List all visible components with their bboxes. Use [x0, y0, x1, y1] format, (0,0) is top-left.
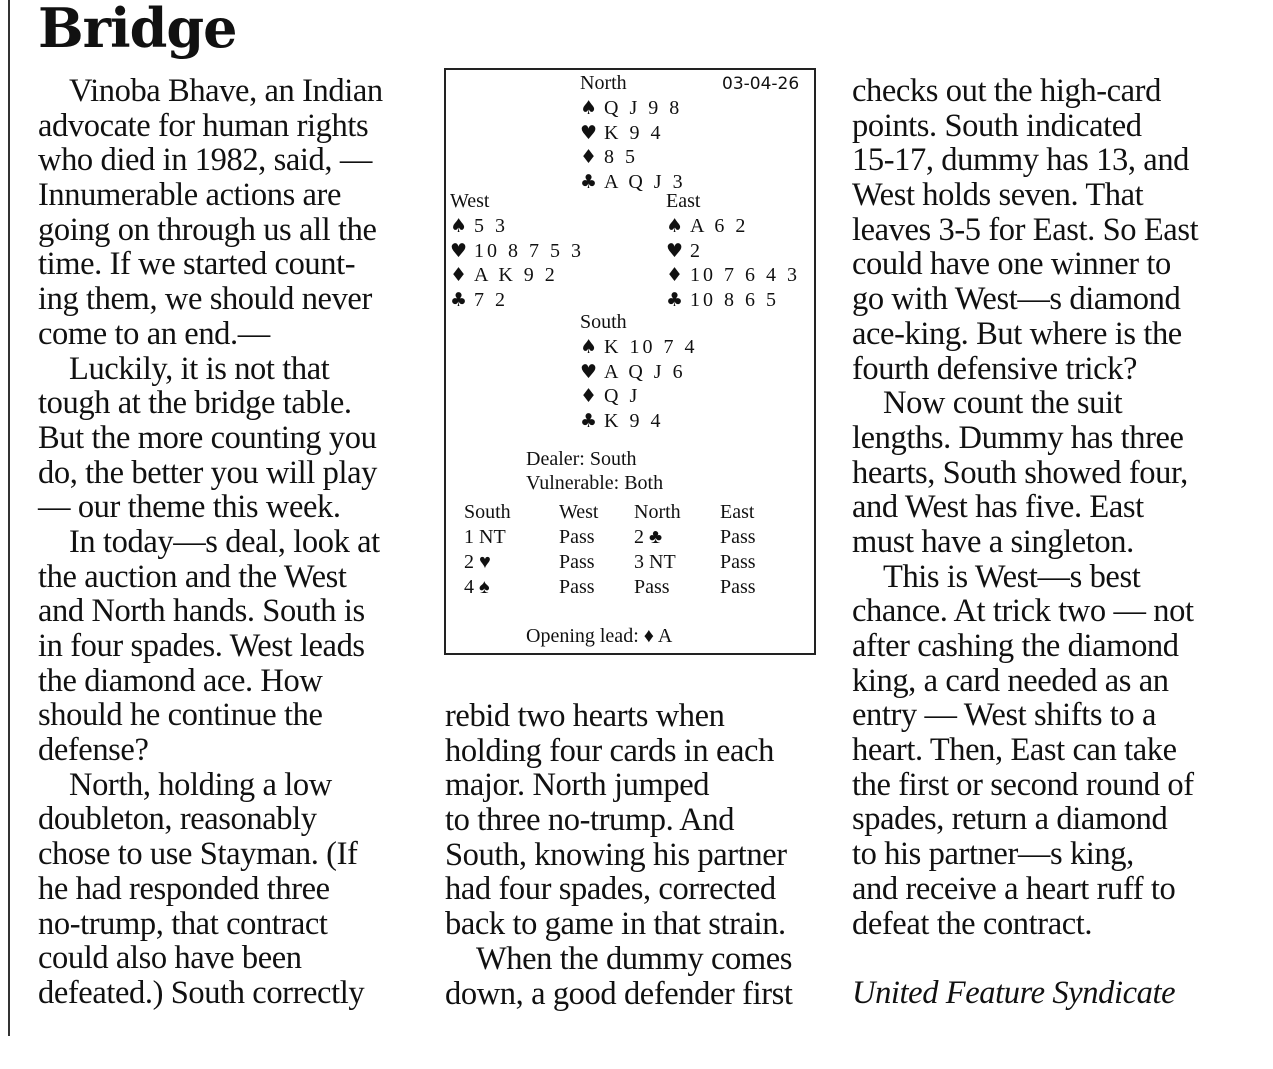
auction-bid: 1 NT [464, 526, 506, 548]
article-line: come to an end.— [38, 315, 270, 352]
article-line: heart. Then, East can take [852, 732, 1177, 769]
east-clubs-cards: 10 8 6 5 [690, 288, 779, 311]
syndicate-credit: United Feature Syndicate [852, 974, 1176, 1011]
east-label: East [666, 190, 701, 212]
auction-bid: 3 NT [634, 551, 676, 573]
north-hearts-row [580, 121, 663, 145]
article-line: fourth defensive trick? [852, 350, 1137, 387]
auction-bid: Pass [634, 576, 670, 598]
spade-icon: ♠ [450, 215, 468, 237]
article-line: Innumerable actions are [38, 177, 342, 214]
east-hearts-row [666, 239, 703, 263]
article-line: But the more counting you [38, 419, 377, 456]
club-icon: ♣ [666, 288, 684, 311]
article-column-3 [852, 74, 1242, 1011]
article-line: — our theme this week. [38, 489, 341, 526]
auction-bid: 2 ♣ [634, 526, 663, 548]
west-spades-row [450, 214, 508, 238]
south-spades-row [580, 335, 697, 359]
auction-bid: Pass [559, 576, 595, 598]
north-hearts-cards: K 9 4 [604, 121, 664, 144]
article-line: West holds seven. That [852, 177, 1144, 214]
article-line: When the dummy comes [476, 940, 793, 977]
spade-icon: ♠ [580, 336, 598, 358]
article-line: North, holding a low [69, 766, 332, 803]
auction-header: West [559, 501, 599, 523]
article-line: defeated.) South correctly [38, 974, 365, 1011]
north-diamonds-cards: 8 5 [604, 146, 638, 169]
north-diamonds-row [580, 145, 638, 169]
article-line: to his partner—s king, [852, 836, 1134, 873]
article-line: he had responded three [38, 870, 330, 907]
article-line: rebid two hearts when [445, 698, 725, 734]
article-line: should he continue the [38, 697, 323, 734]
west-hearts-row [450, 239, 584, 263]
article-line: holding four cards in each [445, 732, 774, 769]
east-hearts-cards: 2 [690, 239, 703, 262]
article-line: advocate for human rights [38, 107, 369, 144]
north-spades-cards: Q J 9 8 [604, 97, 683, 119]
article-line: tough at the bridge table. [38, 385, 352, 422]
article-line: could have one winner to [852, 246, 1171, 283]
article-line: checks out the high-card [852, 73, 1161, 109]
spade-icon: ♠ [580, 97, 598, 119]
article-line: going on through us all the [38, 211, 377, 248]
article-line: and North hands. South is [38, 593, 365, 630]
article-line: ing them, we should never [38, 281, 372, 318]
article-line: must have a singleton. [852, 523, 1134, 560]
west-label: West [450, 190, 490, 212]
article-line: entry — West shifts to a [852, 697, 1157, 734]
article-line: the first or second round of [852, 766, 1194, 803]
west-clubs-row [450, 288, 508, 312]
article-line: king, a card needed as an [852, 662, 1169, 699]
auction-bid: Pass [559, 551, 595, 573]
south-hearts-cards: A Q J 6 [604, 360, 686, 383]
west-hearts-cards: 10 8 7 5 3 [474, 239, 584, 262]
page-title: Bridge [38, 0, 237, 60]
club-icon: ♣ [580, 170, 598, 193]
article-line: defeat the contract. [852, 905, 1093, 942]
auction-header: North [634, 501, 681, 523]
article-line: do, the better you will play [38, 454, 378, 491]
article-line: and West has five. East [852, 489, 1144, 526]
article-line: time. If we started count- [38, 246, 356, 283]
east-diamonds-cards: 10 7 6 4 3 [690, 264, 800, 287]
south-hearts-row [580, 360, 686, 384]
article-line: the diamond ace. How [38, 662, 323, 699]
article-line: points. South indicated [852, 107, 1142, 144]
club-icon: ♣ [450, 288, 468, 311]
article-line: chance. At trick two — not [852, 593, 1194, 630]
article-line: the auction and the West [38, 558, 347, 595]
east-spades-row [666, 214, 748, 238]
article-line [852, 941, 1242, 976]
article-line: who died in 1982, said, — [38, 142, 372, 179]
article-line: chose to use Stayman. (If [38, 836, 358, 873]
article-line: defense? [38, 732, 149, 769]
south-diamonds-cards: Q J [604, 385, 641, 408]
article-column-1 [38, 74, 428, 1011]
heart-icon: ♥ [580, 121, 598, 144]
auction-header: East [720, 501, 755, 523]
south-label: South [580, 311, 627, 333]
article-line: lengths. Dummy has three [852, 419, 1184, 456]
article-line: major. North jumped [445, 767, 710, 804]
article-line: ace-king. But where is the [852, 315, 1182, 352]
west-diamonds-cards: A K 9 2 [474, 264, 558, 287]
article-line: Vinoba Bhave, an Indian [69, 73, 383, 109]
auction-bid: Pass [720, 526, 756, 548]
deal-date: 03-04-26 [722, 74, 800, 94]
article-line: no-trump, that contract [38, 905, 328, 942]
south-clubs-cards: K 9 4 [604, 409, 664, 432]
east-diamonds-row [666, 263, 800, 287]
diamond-icon: ♦ [450, 264, 468, 287]
article-line: doubleton, reasonably [38, 801, 317, 838]
north-spades-row [580, 96, 682, 120]
west-spades-cards: 5 3 [474, 215, 508, 237]
diamond-icon: ♦ [580, 146, 598, 169]
bridge-deal-diagram [444, 68, 816, 655]
opening-lead: Opening lead: ♦ A [526, 625, 673, 647]
auction-bid: Pass [720, 576, 756, 598]
article-line: South, knowing his partner [445, 836, 787, 873]
heart-icon: ♥ [450, 239, 468, 262]
article-line: had four spades, corrected [445, 871, 776, 908]
auction-bid: 4 ♠ [464, 576, 490, 598]
dealer-info: Dealer: South [526, 448, 637, 470]
article-line: to three no-trump. And [445, 802, 735, 839]
article-line: Now count the suit [883, 385, 1123, 422]
article-line: go with West—s diamond [852, 281, 1181, 318]
vulnerability-info: Vulnerable: Both [526, 472, 664, 494]
article-line: In today—s deal, look at [69, 523, 380, 560]
auction-bid: Pass [720, 551, 756, 573]
south-spades-cards: K 10 7 4 [604, 336, 698, 358]
article-line: could also have been [38, 940, 302, 977]
article-line: This is West—s best [883, 558, 1141, 595]
west-diamonds-row [450, 263, 558, 287]
spade-icon: ♠ [666, 215, 684, 237]
article-line: leaves 3-5 for East. So East [852, 211, 1199, 248]
south-diamonds-row [580, 384, 640, 408]
heart-icon: ♥ [580, 360, 598, 383]
article-line: Luckily, it is not that [69, 350, 330, 387]
article-line: after cashing the diamond [852, 628, 1179, 664]
article-line: spades, return a diamond [852, 801, 1168, 838]
auction-bid: Pass [559, 526, 595, 548]
diamond-icon: ♦ [580, 385, 598, 408]
south-clubs-row [580, 409, 663, 433]
article-line: down, a good defender first [445, 975, 793, 1012]
auction-header: South [464, 501, 511, 523]
article-line: 15-17, dummy has 13, and [852, 142, 1190, 179]
article-line: back to game in that strain. [445, 906, 786, 943]
article-column-2 [445, 699, 835, 1011]
diamond-icon: ♦ [666, 264, 684, 287]
west-clubs-cards: 7 2 [474, 288, 508, 311]
article-line: and receive a heart ruff to [852, 870, 1176, 907]
article-line: hearts, South showed four, [852, 454, 1188, 491]
article-line: in four spades. West leads [38, 628, 365, 664]
north-clubs-cards: A Q J 3 [604, 170, 686, 193]
club-icon: ♣ [580, 409, 598, 432]
east-clubs-row [666, 288, 779, 312]
east-spades-cards: A 6 2 [690, 215, 749, 237]
column-rule [8, 0, 10, 1036]
auction-bid: 2 ♥ [464, 551, 491, 573]
north-label: North [580, 72, 627, 94]
heart-icon: ♥ [666, 239, 684, 262]
